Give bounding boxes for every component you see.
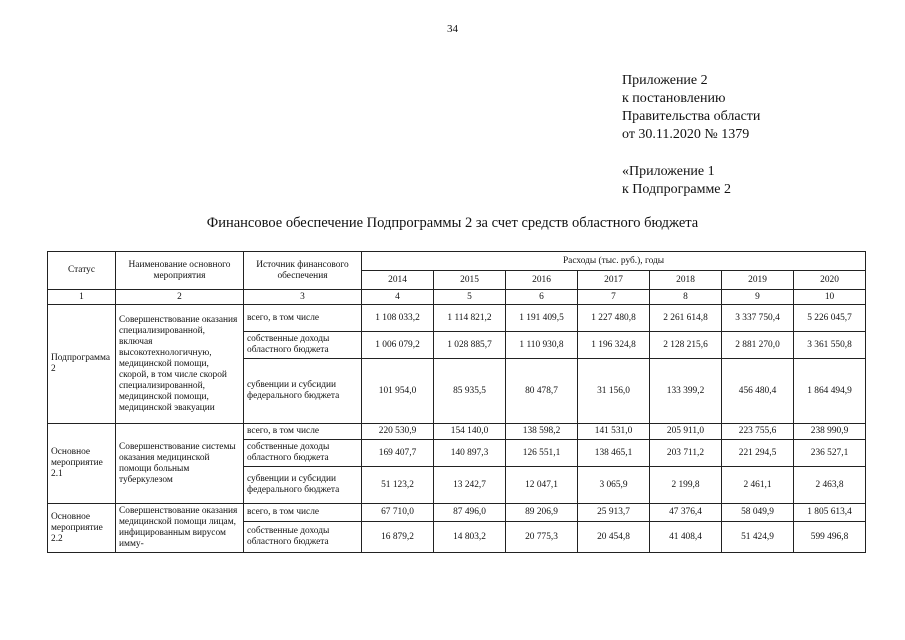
cell-value: 67 710,0 — [362, 504, 434, 522]
column-number-row — [48, 290, 866, 305]
header-row — [48, 252, 866, 271]
cell-value: 51 123,2 — [362, 467, 434, 504]
header-year: 2016 — [506, 271, 578, 290]
cell-value: 203 711,2 — [650, 440, 722, 467]
table-row — [48, 504, 866, 522]
cell-value: 1 191 409,5 — [506, 305, 578, 332]
cell-value: 1 805 613,4 — [794, 504, 866, 522]
cell-value: 1 114 821,2 — [434, 305, 506, 332]
row-source: всего, в том числе — [244, 504, 362, 522]
cell-value: 236 527,1 — [794, 440, 866, 467]
appendix-line: от 30.11.2020 № 1379 — [622, 127, 750, 142]
cell-value: 12 047,1 — [506, 467, 578, 504]
row-name: Совершенствование оказания специализированной, включая высокотехнологичную, медицинской помощи, скорой, в том числе скорой специализированной, медицинской помощи, медицинской эвакуации — [116, 305, 244, 424]
cell-value: 85 935,5 — [434, 359, 506, 424]
cell-value: 238 990,9 — [794, 424, 866, 440]
cell-value: 154 140,0 — [434, 424, 506, 440]
column-number: 9 — [722, 290, 794, 305]
cell-value: 2 128 215,6 — [650, 332, 722, 359]
cell-value: 221 294,5 — [722, 440, 794, 467]
column-number: 8 — [650, 290, 722, 305]
cell-value: 1 110 930,8 — [506, 332, 578, 359]
cell-value: 2 463,8 — [794, 467, 866, 504]
cell-value: 220 530,9 — [362, 424, 434, 440]
appendix-line: к постановлению — [622, 91, 726, 106]
row-source: субвенции и субсидии федерального бюджета — [244, 467, 362, 504]
cell-value: 3 361 550,8 — [794, 332, 866, 359]
appendix-line: Приложение 2 — [622, 73, 708, 88]
row-source: собственные доходы областного бюджета — [244, 332, 362, 359]
cell-value: 1 028 885,7 — [434, 332, 506, 359]
row-source: всего, в том числе — [244, 424, 362, 440]
cell-value: 138 598,2 — [506, 424, 578, 440]
header-year: 2020 — [794, 271, 866, 290]
cell-value: 16 879,2 — [362, 522, 434, 553]
page-number: 34 — [447, 23, 458, 35]
column-number: 10 — [794, 290, 866, 305]
cell-value: 205 911,0 — [650, 424, 722, 440]
header-source: Источник финансового обеспечения — [244, 252, 362, 290]
document-title: Финансовое обеспечение Подпрограммы 2 за счет средств областного бюджета — [206, 215, 699, 231]
inner-appendix-block — [622, 163, 731, 199]
column-number: 2 — [116, 290, 244, 305]
header-year: 2014 — [362, 271, 434, 290]
row-status: Подпрограмма 2 — [48, 305, 116, 424]
inner-appendix-line: «Приложение 1 — [622, 164, 715, 179]
cell-value: 3 065,9 — [578, 467, 650, 504]
cell-value: 1 108 033,2 — [362, 305, 434, 332]
cell-value: 101 954,0 — [362, 359, 434, 424]
header-year: 2017 — [578, 271, 650, 290]
column-number: 1 — [48, 290, 116, 305]
column-number: 7 — [578, 290, 650, 305]
cell-value: 41 408,4 — [650, 522, 722, 553]
cell-value: 5 226 045,7 — [794, 305, 866, 332]
financing-table — [47, 251, 866, 553]
cell-value: 2 199,8 — [650, 467, 722, 504]
cell-value: 87 496,0 — [434, 504, 506, 522]
cell-value: 1 227 480,8 — [578, 305, 650, 332]
row-name: Совершенствование системы оказания медицинской помощи больным туберкулезом — [116, 424, 244, 504]
header-status: Статус — [48, 252, 116, 290]
cell-value: 31 156,0 — [578, 359, 650, 424]
row-source: субвенции и субсидии федерального бюджета — [244, 359, 362, 424]
cell-value: 47 376,4 — [650, 504, 722, 522]
cell-value: 58 049,9 — [722, 504, 794, 522]
table-row — [48, 305, 866, 332]
cell-value: 20 775,3 — [506, 522, 578, 553]
inner-appendix-line: к Подпрограмме 2 — [622, 182, 732, 197]
cell-value: 141 531,0 — [578, 424, 650, 440]
appendix-block — [622, 72, 760, 144]
cell-value: 169 407,7 — [362, 440, 434, 467]
header-year: 2015 — [434, 271, 506, 290]
appendix-line: Правительства области — [622, 109, 761, 124]
column-number: 3 — [244, 290, 362, 305]
row-status: Основное мероприятие 2.2 — [48, 504, 116, 553]
cell-value: 51 424,9 — [722, 522, 794, 553]
cell-value: 599 496,8 — [794, 522, 866, 553]
cell-value: 1 196 324,8 — [578, 332, 650, 359]
cell-value: 456 480,4 — [722, 359, 794, 424]
cell-value: 13 242,7 — [434, 467, 506, 504]
cell-value: 14 803,2 — [434, 522, 506, 553]
column-number: 4 — [362, 290, 434, 305]
row-source: собственные доходы областного бюджета — [244, 440, 362, 467]
row-status: Основное мероприятие 2.1 — [48, 424, 116, 504]
cell-value: 2 261 614,8 — [650, 305, 722, 332]
cell-value: 89 206,9 — [506, 504, 578, 522]
column-number: 5 — [434, 290, 506, 305]
row-source: собственные доходы областного бюджета — [244, 522, 362, 553]
cell-value: 1 006 079,2 — [362, 332, 434, 359]
cell-value: 1 864 494,9 — [794, 359, 866, 424]
table-row — [48, 424, 866, 440]
cell-value: 25 913,7 — [578, 504, 650, 522]
row-source: всего, в том числе — [244, 305, 362, 332]
cell-value: 140 897,3 — [434, 440, 506, 467]
cell-value: 3 337 750,4 — [722, 305, 794, 332]
cell-value: 2 461,1 — [722, 467, 794, 504]
row-name: Совершенствование оказания медицинской помощи лицам, инфицированным вирусом имму- — [116, 504, 244, 553]
cell-value: 223 755,6 — [722, 424, 794, 440]
header-name: Наименование основного мероприятия — [116, 252, 244, 290]
header-year: 2019 — [722, 271, 794, 290]
cell-value: 2 881 270,0 — [722, 332, 794, 359]
header-expenses: Расходы (тыс. руб.), годы — [362, 252, 866, 271]
header-year: 2018 — [650, 271, 722, 290]
column-number: 6 — [506, 290, 578, 305]
cell-value: 80 478,7 — [506, 359, 578, 424]
cell-value: 138 465,1 — [578, 440, 650, 467]
cell-value: 133 399,2 — [650, 359, 722, 424]
cell-value: 126 551,1 — [506, 440, 578, 467]
cell-value: 20 454,8 — [578, 522, 650, 553]
